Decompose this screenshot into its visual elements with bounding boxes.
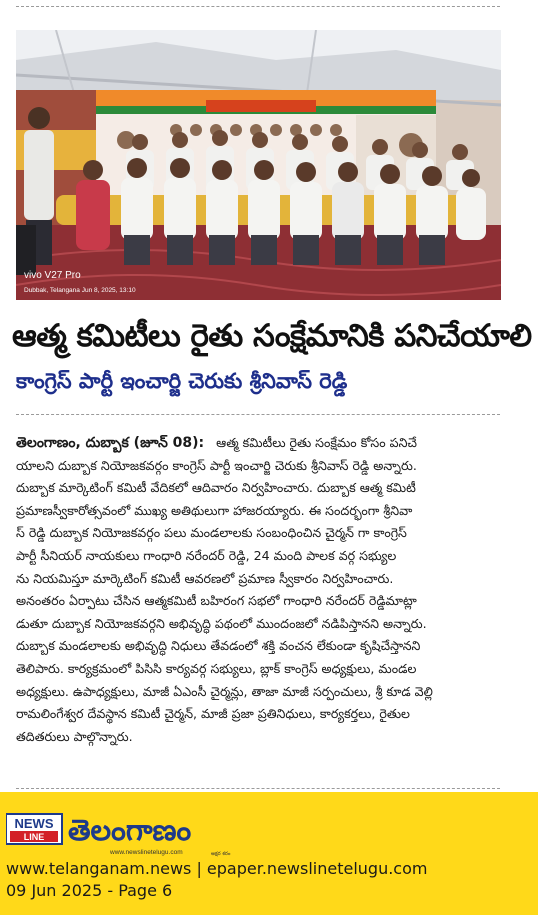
article-line: తెలంగాణం, దుబ్బాక (జూన్ 08): ఆత్మ కమిటీలు రైతు సంక్షేమం కోసం పనిచే — [16, 435, 418, 451]
article-line: అనంతరం ఏర్పాటు చేసిన ఆత్మకమిటీ బహిరంగ సభలో గాంధారి నరేందర్ రెడ్డిమాట్లా — [16, 593, 417, 609]
article-line: పార్టీ సీనియర్ నాయకులు గాంధారి నరేందర్ రెడ్డి, 24 మంది పాలక వర్గ సభ్యుల — [16, 547, 397, 563]
article-body — [16, 432, 504, 748]
article-line: తదితరులు పాల్గొన్నారు. — [16, 728, 133, 744]
article-line: ను నియమిస్తూ మార్కెటింగ్ కమిటీ ఆవరణలో ప్రమాణ స్వీకారం నిర్వహించారు. — [16, 570, 394, 586]
logo-line-text: LINE — [23, 832, 45, 842]
article-line: దుబ్బాక మండలాలకు అభివృద్ధి నిధులు తేవడంలో శక్తి వంచన లేకుండా కృషిచేస్తానని — [16, 638, 421, 654]
camera-watermark: vivo V27 Pro — [24, 270, 81, 281]
article-line: తెలిపారు. కార్యక్రమంలో పిసిసి కార్యవర్గ సభ్యులు, బ్లాక్ కాంగ్రెస్ అధ్యక్షులు, మండల — [16, 660, 417, 676]
article-line: ప్రమాణస్వీకారోత్సవంలో ముఖ్య అతిథులుగా హాజరయ్యారు. ఈ సందర్భంగా శ్రీనివా — [16, 502, 413, 518]
date-page-line: 09 Jun 2025 - Page 6 — [6, 881, 173, 900]
article-line: యాలని దుబ్బాక నియోజకవర్గం కాంగ్రెస్ పార్టీ ఇంచార్జి చెరుకు శ్రీనివాస్ రెడ్డి అన్నారు. — [16, 457, 417, 473]
event-photo-illustration — [16, 30, 501, 300]
article-subheadline: కాంగ్రెస్ పార్టీ ఇంచార్జి చెరుకు శ్రీనివాస్ రెడ్డి — [16, 369, 348, 393]
bottom-divider — [16, 788, 500, 789]
article-line: రామలింగేశ్వర దేవస్థాన కమిటీ చైర్మన్, మాజీ ప్రజా ప్రతినిధులు, కార్యకర్తలు, రైతుల — [16, 706, 410, 722]
newsline-telanganam-logo — [6, 798, 246, 858]
logo-tagline-text: అక్షర శరం — [211, 851, 231, 857]
location-watermark: Dubbak, Telangana Jun 8, 2025, 13:10 — [24, 287, 136, 294]
footer-bar — [0, 792, 538, 915]
logo-news-text: NEWS — [14, 816, 54, 831]
article-dateline: తెలంగాణం, దుబ్బాక (జూన్ 08): — [16, 435, 205, 451]
event-photo — [16, 30, 501, 300]
website-line: www.telanganam.news | epaper.newslinetelugu.com — [6, 859, 428, 878]
mid-divider — [16, 414, 500, 415]
article-headline: ఆత్మ కమిటీలు రైతు సంక్షేమానికి పనిచేయాలి — [12, 318, 532, 354]
article-line: స్ రెడ్డి దుబ్బాక నియోజకవర్గం పలు మండలాలకు సంబంధించిన చైర్మన్ గా కాంగ్రెస్ — [16, 525, 407, 541]
footer-text — [6, 858, 427, 902]
article-line: దుబ్బాక మార్కెటింగ్ కమిటీ వేదికలో ఆదివారం నిర్వహించారు. దుబ్బాక ఆత్మ కమిటీ — [16, 480, 416, 496]
article-line: అధ్యక్షులు. ఉపాధ్యక్షులు, మాజీ ఏఎంసీ చైర్మన్లు, తాజా మాజీ సర్పంచులు, శ్రీ కూడ వెల్లి — [16, 683, 433, 699]
top-divider — [16, 6, 500, 7]
logo-telanganam-text: తెలంగాణం — [68, 813, 192, 847]
logo-website-text: www.newslinetelugu.com — [110, 849, 183, 856]
article-line: డుతూ దుబ్బాక నియోజకవర్గని అభివృద్ధి పథంలో ముందంజలో నడిపిస్తానని అన్నారు. — [16, 615, 427, 631]
